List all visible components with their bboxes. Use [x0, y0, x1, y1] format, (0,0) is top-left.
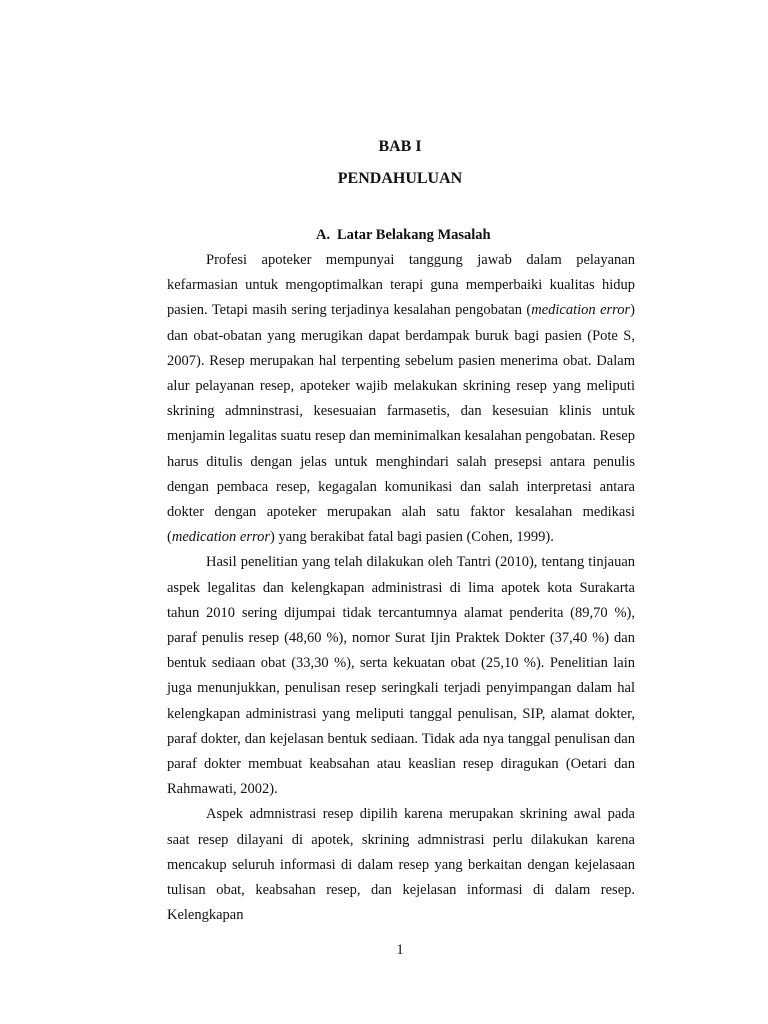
body-text: [167, 248, 635, 928]
paragraph-1: [167, 248, 635, 550]
text-segment: Hasil penelitian yang telah dilakukan oleh Tantri (2010), tentang tinjauan aspek legalitas dan kelengkapan administrasi di lima apotek kota Surakarta tahun 2010 sering dijumpai tidak tercantumnya alamat penderita (89,70 %), paraf penulis resep (48,60 %), nomor Surat Ijin Praktek Dokter (37,40 %) dan bentuk sediaan obat (33,30 %), serta kekuatan obat (25,10 %). Penelitian lain juga menunjukkan, penulisan resep seringkali terjadi penyimpangan dalam hal kelengkapan administrasi yang meliputi tanggal penulisan, SIP, alamat dokter, paraf dokter, dan kejelasan bentuk sediaan. Tidak ada nya tanggal penulisan dan paraf dokter membuat keabsahan atau keaslian resep diragukan (Oetari dan Rahmawati, 2002).: [167, 554, 635, 798]
paragraph-3: [167, 802, 635, 928]
section-heading: [316, 224, 491, 246]
italic-term: medication error: [531, 302, 631, 319]
text-segment: ) yang berakibat fatal bagi pasien (Cohen, 1999).: [269, 529, 554, 546]
text-segment: Profesi apoteker mempunyai tanggung jawab dalam pelayanan kefarmasian untuk mengoptimalkan terapi guna memperbaiki kualitas hidup pasien. Tetapi masih sering terjadinya kesalahan pengobatan (: [167, 252, 635, 319]
paragraph-2: [167, 550, 635, 802]
italic-term: medication error: [171, 529, 270, 546]
chapter-title: PENDAHULUAN: [337, 170, 463, 187]
section-label: A.: [316, 227, 331, 243]
text-segment: ) dan obat-obatan yang merugikan dapat berdampak buruk bagi pasien (Pote S, 2007). Resep merupakan hal terpenting sebelum pasien menerima obat. Dalam alur pelayanan resep, apoteker wajib melakukan skrining resep yang meliputi skrining admninstrasi, kesesuaian farmasetis, dan kesesuian klinis untuk menjamin legalitas suatu resep dan meminimalkan kesalahan pengobatan. Resep harus ditulis dengan jelas untuk menghindari salah presepsi antara penulis dengan pembaca resep, kegagalan komunikasi dan salah interpretasi antara dokter dengan apoteker merupakan alah satu faktor kesalahan medikasi (: [167, 302, 635, 546]
text-segment: Aspek admnistrasi resep dipilih karena merupakan skrining awal pada saat resep dilayani di apotek, skrining admnistrasi perlu dilakukan karena mencakup seluruh informasi di dalam resep yang berkaitan dengan kejelasaan tulisan obat, keabsahan resep, dan kejelasan informasi di dalam resep. Kelengkapan: [167, 806, 635, 924]
chapter-number: BAB I: [378, 138, 422, 155]
page-number: 1: [396, 942, 404, 958]
section-title: Latar Belakang Masalah: [337, 227, 491, 243]
